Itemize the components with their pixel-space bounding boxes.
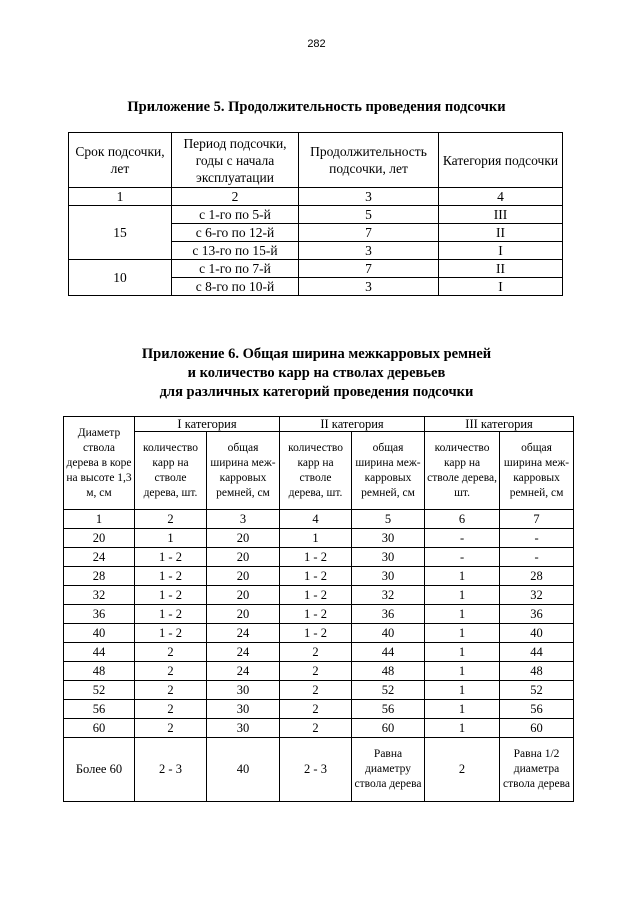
t6-cell: 2	[425, 738, 500, 802]
page-number: 282	[307, 38, 326, 50]
t6-cell: 56	[64, 700, 135, 719]
t6-header-category-1: I категория	[135, 417, 280, 432]
t6-cell: 28	[500, 567, 574, 586]
t5-col-number: 1	[69, 188, 172, 206]
t6-cell: 1 - 2	[280, 605, 352, 624]
t6-cell: 60	[500, 719, 574, 738]
table6-title-line: Приложение 6. Общая ширина межкарровых ремней	[141, 346, 492, 362]
t6-cell: 1	[425, 605, 500, 624]
table5	[68, 132, 563, 296]
t6-cell: 30	[207, 719, 280, 738]
table-row	[69, 260, 563, 278]
t6-cell: 32	[352, 586, 425, 605]
t6-col-number: 2	[135, 510, 207, 529]
t6-cell: 1	[135, 529, 207, 548]
t6-cell: 2	[135, 719, 207, 738]
t6-cell: 2 - 3	[135, 738, 207, 802]
t6-cell: 40	[207, 738, 280, 802]
table-row	[64, 624, 574, 643]
t6-cell: 2	[280, 719, 352, 738]
t6-cell: 2	[135, 643, 207, 662]
t6-cell: 40	[500, 624, 574, 643]
t6-cell: 2	[280, 700, 352, 719]
t5-header-period: Период подсочки, годы с начала эксплуатации	[172, 133, 299, 188]
t6-cell: 48	[64, 662, 135, 681]
t6-cell: 30	[352, 548, 425, 567]
t6-cell: 1 - 2	[135, 605, 207, 624]
t6-cell: 40	[352, 624, 425, 643]
t5-period-cell: с 13-го по 15-й	[172, 242, 299, 260]
t6-cell: 36	[64, 605, 135, 624]
t6-cell: 1 - 2	[280, 624, 352, 643]
t6-cell: 32	[64, 586, 135, 605]
table-row	[64, 719, 574, 738]
t5-duration-cell: 3	[299, 242, 439, 260]
t6-cell: 1	[280, 529, 352, 548]
table6-title	[0, 345, 633, 402]
table-row	[64, 643, 574, 662]
table-row	[64, 605, 574, 624]
t6-cell: 60	[352, 719, 425, 738]
t6-col-number: 4	[280, 510, 352, 529]
t6-sub-count: количество карр на стволе дерева, шт.	[280, 432, 352, 510]
t5-header-category: Категория подсочки	[439, 133, 563, 188]
t6-col-number: 1	[64, 510, 135, 529]
t6-cell: 44	[500, 643, 574, 662]
t5-period-cell: с 1-го по 5-й	[172, 206, 299, 224]
t5-category-cell: I	[439, 242, 563, 260]
t6-cell: -	[425, 548, 500, 567]
t6-cell: 1 - 2	[135, 567, 207, 586]
t6-cell: 1 - 2	[135, 548, 207, 567]
t6-sub-count: количество карр на стволе дерева, шт.	[425, 432, 500, 510]
t5-col-number: 2	[172, 188, 299, 206]
t6-cell: Равна 1/2 диаметра ствола дерева	[500, 738, 574, 802]
t5-period-cell: с 8-го по 10-й	[172, 278, 299, 296]
t6-cell: 30	[207, 681, 280, 700]
t6-sub-width: общая ширина меж-карровых ремней, см	[500, 432, 574, 510]
t5-col-number: 3	[299, 188, 439, 206]
table-row	[64, 681, 574, 700]
t6-cell: 44	[64, 643, 135, 662]
t6-cell: 1	[425, 681, 500, 700]
table-row	[69, 206, 563, 224]
table-row	[64, 529, 574, 548]
t6-cell: 1 - 2	[280, 548, 352, 567]
t6-cell: 52	[64, 681, 135, 700]
t6-cell: 32	[500, 586, 574, 605]
table5-title: Приложение 5. Продолжительность проведения подсочки	[127, 99, 506, 115]
t5-duration-cell: 3	[299, 278, 439, 296]
t6-cell: Равна диаметру ствола дерева	[352, 738, 425, 802]
t6-cell: 24	[64, 548, 135, 567]
t5-category-cell: III	[439, 206, 563, 224]
t6-cell: 1	[425, 624, 500, 643]
table-row	[64, 700, 574, 719]
t5-duration-cell: 5	[299, 206, 439, 224]
t6-header-category-3: III категория	[425, 417, 574, 432]
table-row	[64, 662, 574, 681]
t6-cell: 30	[352, 567, 425, 586]
t5-period-cell: с 6-го по 12-й	[172, 224, 299, 242]
t6-cell: 20	[207, 586, 280, 605]
t6-cell: 20	[207, 567, 280, 586]
t6-sub-width: общая ширина меж-карровых ремней, см	[207, 432, 280, 510]
t6-sub-count: количество карр на стволе дерева, шт.	[135, 432, 207, 510]
t5-header-term: Срок подсочки, лет	[69, 133, 172, 188]
t5-col-numbers-row	[69, 188, 563, 206]
t6-cell: -	[425, 529, 500, 548]
t6-col-number: 7	[500, 510, 574, 529]
table-row	[64, 548, 574, 567]
t6-cell: 1	[425, 700, 500, 719]
t6-cell: 1 - 2	[280, 586, 352, 605]
t6-cell: 1 - 2	[280, 567, 352, 586]
t5-duration-cell: 7	[299, 260, 439, 278]
t6-cell: 20	[64, 529, 135, 548]
t6-cell: 1 - 2	[135, 586, 207, 605]
t5-header-duration: Продолжительность подсочки, лет	[299, 133, 439, 188]
t6-cell: -	[500, 529, 574, 548]
t6-cell: 40	[64, 624, 135, 643]
t6-col-number: 6	[425, 510, 500, 529]
table-row	[64, 586, 574, 605]
t6-cell: 1	[425, 567, 500, 586]
t6-cell: 56	[352, 700, 425, 719]
t6-cell: -	[500, 548, 574, 567]
t6-cell: 1 - 2	[135, 624, 207, 643]
t6-cell: Более 60	[64, 738, 135, 802]
t6-cell: 52	[352, 681, 425, 700]
t6-cell: 1	[425, 586, 500, 605]
table-row	[64, 567, 574, 586]
t6-cell: 20	[207, 529, 280, 548]
t6-cell: 2	[280, 662, 352, 681]
t6-header-diameter: Диаметр ствола дерева в коре на высоте 1,3 м, см	[64, 417, 135, 510]
t6-cell: 30	[207, 700, 280, 719]
t6-cell: 2	[135, 662, 207, 681]
t6-cell: 2	[280, 681, 352, 700]
table6-title-line: для различных категорий проведения подсочки	[159, 384, 474, 400]
t6-sub-width: общая ширина меж-карровых ремней, см	[352, 432, 425, 510]
t6-cell: 36	[500, 605, 574, 624]
t6-cell: 1	[425, 643, 500, 662]
table-row	[64, 738, 574, 802]
t6-cell: 28	[64, 567, 135, 586]
table6	[63, 416, 574, 802]
t6-cell: 60	[64, 719, 135, 738]
t6-col-number: 3	[207, 510, 280, 529]
t6-cell: 20	[207, 548, 280, 567]
t6-cell: 20	[207, 605, 280, 624]
t6-cell: 1	[425, 662, 500, 681]
table6-title-line: и количество карр на стволах деревьев	[187, 365, 446, 381]
t6-cell: 56	[500, 700, 574, 719]
t5-duration-cell: 7	[299, 224, 439, 242]
t6-cell: 52	[500, 681, 574, 700]
t5-term-cell: 10	[69, 260, 172, 296]
t6-cell: 24	[207, 624, 280, 643]
t6-col-numbers-row	[64, 510, 574, 529]
t5-period-cell: с 1-го по 7-й	[172, 260, 299, 278]
t6-header-category-2: II категория	[280, 417, 425, 432]
t6-cell: 2	[135, 700, 207, 719]
t6-cell: 44	[352, 643, 425, 662]
t5-category-cell: I	[439, 278, 563, 296]
t6-cell: 2	[280, 643, 352, 662]
t5-category-cell: II	[439, 260, 563, 278]
t6-cell: 24	[207, 662, 280, 681]
t6-cell: 48	[352, 662, 425, 681]
t6-cell: 30	[352, 529, 425, 548]
t6-cell: 2 - 3	[280, 738, 352, 802]
t6-cell: 36	[352, 605, 425, 624]
t6-col-number: 5	[352, 510, 425, 529]
t5-category-cell: II	[439, 224, 563, 242]
t6-cell: 2	[135, 681, 207, 700]
t5-term-cell: 15	[69, 206, 172, 260]
t5-col-number: 4	[439, 188, 563, 206]
t6-cell: 1	[425, 719, 500, 738]
t6-cell: 24	[207, 643, 280, 662]
t6-cell: 48	[500, 662, 574, 681]
